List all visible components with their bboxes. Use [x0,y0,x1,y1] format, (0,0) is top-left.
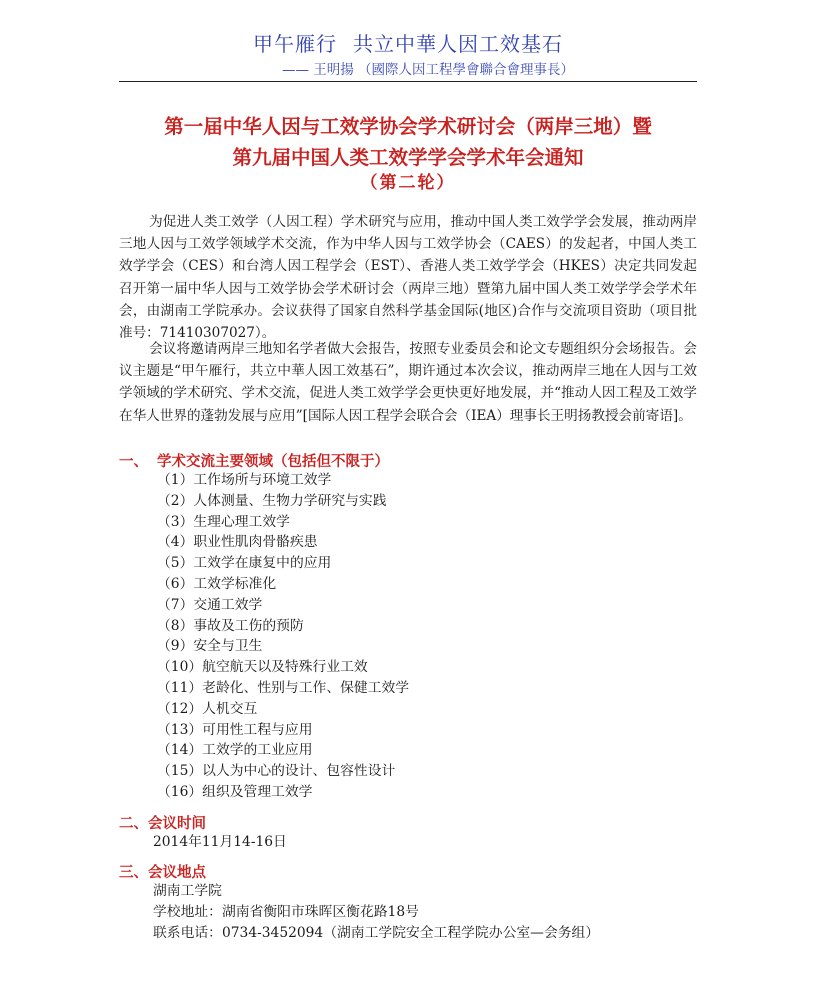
list-item: （13）可用性工程与应用 [157,721,313,738]
list-item: （15）以人为中心的设计、包容性设计 [157,763,396,780]
motto [119,30,697,58]
motto-right: 共立中華人因工效基石 [353,32,563,56]
section-topics-title: 学术交流主要领域（包括但不限于） [157,454,389,470]
list-item: （12）人机交互 [157,700,258,717]
theme-paragraph-text: 会议将邀请两岸三地知名学者做大会报告，按照专业委员会和论文专题组织分会场报告。会议主题是“甲午雁行，共立中華人因工效基石”，期许通过本次会议，推动两岸三地在人因与工效学领域的学术研究、学术交流，促进人类工效学学会更快更好地发展，并“推动人因工程及工效学在华人世界的蓬勃发展与应用”[国际人因工程学会联合会（IEA）理事长王明扬教授会前寄语]。 [119,341,697,424]
header-divider [119,81,697,82]
motto-byline: —— 王明揚 （國際人因工程學會聯合會理事長） [281,62,575,78]
notice-title-line2: 第九届中国人类工效学学会学术年会通知 [232,146,584,169]
notice-round: （第二轮） [360,173,456,193]
list-item: （5）工效学在康复中的应用 [157,555,332,572]
venue-address: 学校地址：湖南省衡阳市珠晖区衡花路18号 [153,904,419,920]
list-item: （3）生理心理工效学 [157,513,290,530]
theme-paragraph [119,338,697,427]
page-header [119,30,697,80]
venue-name: 湖南工学院 [153,883,222,899]
list-item: （2）人体测量、生物力学研究与实践 [157,492,387,509]
section-topics-heading [119,450,389,471]
section-time-heading: 二、会议时间 [119,816,206,832]
motto-left: 甲午雁行 [253,32,337,56]
list-item: （9）安全与卫生 [157,638,263,655]
intro-paragraph [119,211,697,344]
intro-paragraph-text: 为促进人类工效学（人因工程）学术研究与应用，推动中国人类工效学学会发展，推动两岸三地人因与工效学领域学术交流，作为中华人因与工效学协会（CAES）的发起者，中国人类工效学学会（CES）和台湾人因工程学会（EST）、香港人类工效学学会（HKES）决定共同发起召开第一届中华人因与工效学协会学术研讨会（两岸三地）暨第九届中国人类工效学学会学术年会，由湖南工学院承办。会议获得了国家自然科学基金国际(地区)合作与交流项目资助（项目批准号：71410307027）。 [119,214,697,342]
list-item: （1）工作场所与环境工效学 [157,472,332,488]
list-item: （10）航空航天以及特殊行业工效 [157,659,368,676]
section-venue-heading: 三、会议地点 [119,865,206,881]
list-item: （7）交通工效学 [157,596,263,613]
list-item: （4）职业性肌肉骨骼疾患 [157,534,318,551]
list-item: （6）工效学标准化 [157,575,277,592]
section-topics-number: 一、 [119,454,148,470]
topics-list [157,470,409,803]
list-item: （14）工效学的工业应用 [157,742,313,759]
meeting-date: 2014年11月14-16日 [153,834,287,850]
list-item: （16）组织及管理工效学 [157,783,313,800]
list-item: （8）事故及工伤的预防 [157,617,304,634]
list-item: （11）老龄化、性别与工作、保健工效学 [157,679,410,696]
notice-title-line1: 第一届中华人因与工效学协会学术研讨会（两岸三地）暨 [164,115,652,138]
contact-phone: 联系电话：0734-3452094（湖南工学院安全工程学院办公室—会务组） [153,925,600,941]
